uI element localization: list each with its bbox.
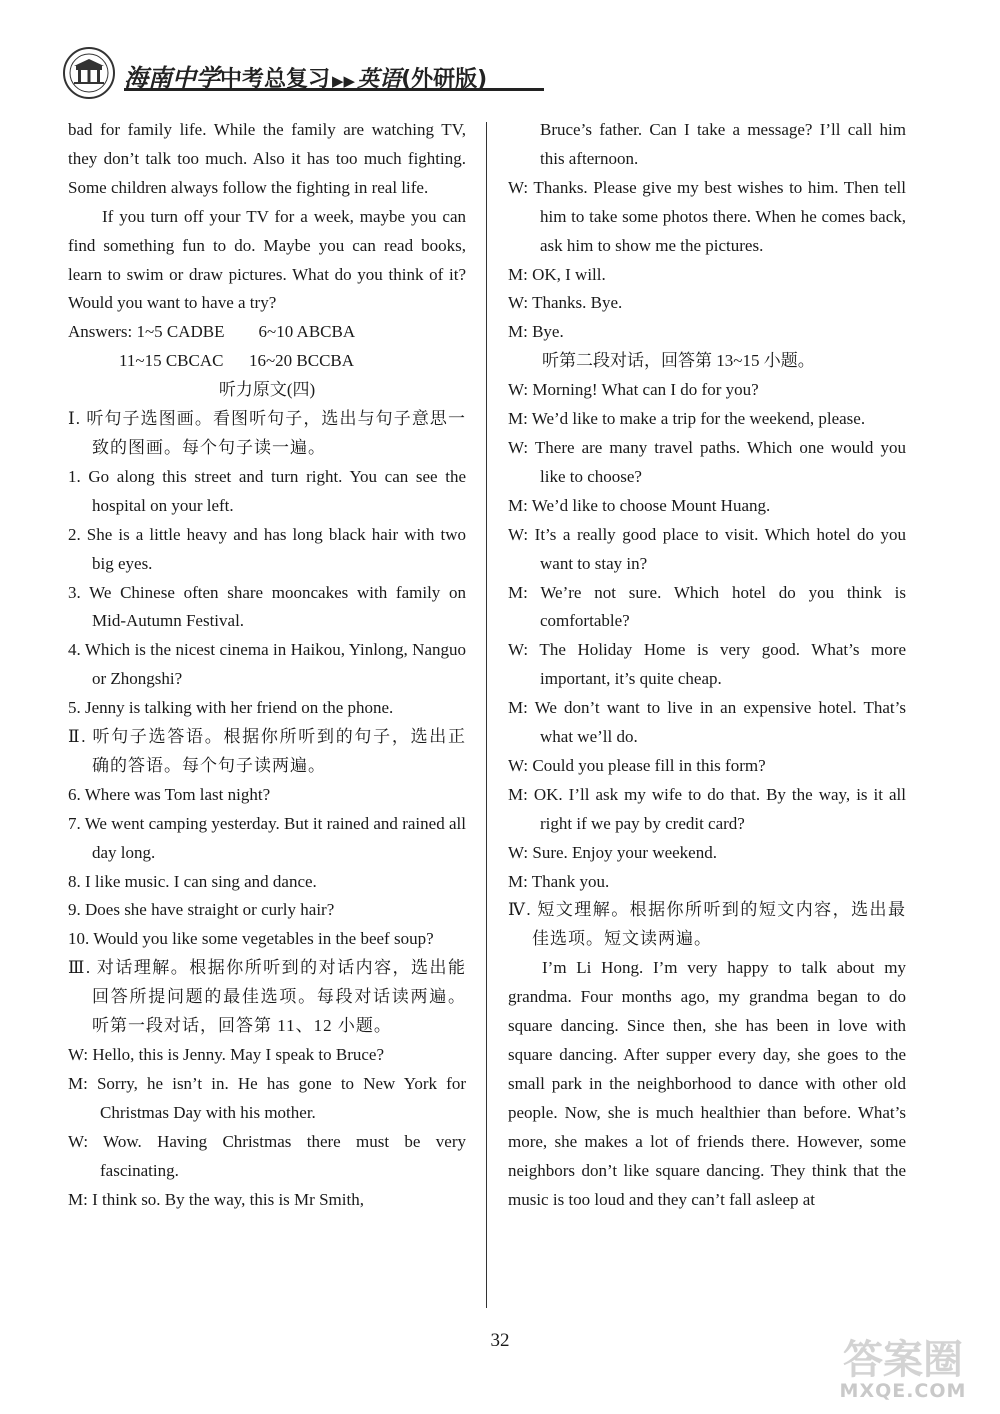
header-rule [124, 88, 544, 91]
dialog-line: W: Morning! What can I do for you? [508, 380, 759, 400]
dialog-line: M: Sorry, he isn’t in. He has gone to New York for Christmas Day with his mother. [68, 1073, 466, 1122]
section-heading: Ⅲ. 对话理解。根据你所听到的对话内容，选出能回答所提问题的最佳选项。每段对话读两遍。听第一段对话，回答第 11、12 小题。 [68, 958, 466, 1036]
dialog-line: M: Bye. [508, 322, 564, 342]
dialog-line: M: We’d like to make a trip for the weekend, please. [508, 409, 866, 429]
school-name: 海南中学 [124, 63, 220, 92]
paragraph: 6. Where was Tom last night? [68, 784, 271, 804]
arrow-icon: ▶▶ [332, 72, 356, 90]
page-number: 32 [490, 1330, 510, 1351]
paragraph: 4. Which is the nicest cinema in Haikou, Yinlong, Nanguo or Zhongshi? [68, 640, 466, 689]
paragraph: 10. Would you like some vegetables in the beef soup? [68, 929, 434, 949]
dialog-line: M: I think so. By the way, this is Mr Smith, [68, 1189, 364, 1209]
dialog-line: M: Thank you. [508, 871, 610, 891]
paragraph: Answers: 1~5 CADBE 6~10 ABCBA [68, 322, 356, 342]
watermark-logo [808, 1326, 998, 1408]
dialog-line: M: We’re not sure. Which hotel do you think is comfortable? [508, 582, 906, 631]
paragraph: 8. I like music. I can sing and dance. [68, 871, 317, 891]
paragraph: 1. Go along this street and turn right. You can see the hospital on your left. [68, 466, 466, 515]
column-divider [486, 122, 487, 1308]
dialog-line: W: The Holiday Home is very good. What’s more important, it’s quite cheap. [508, 640, 906, 689]
paragraph: 11~15 CBCAC 16~20 BCCBA [68, 351, 355, 371]
dialog-line: W: Thanks. Please give my best wishes to him. Then tell him to take some photos there. When he comes back, ask him to show me the pictures. [508, 177, 906, 255]
paragraph: 7. We went camping yesterday. But it rained and rained all day long. [68, 813, 466, 862]
dialog-line: W: It’s a really good place to visit. Which hotel do you want to stay in? [508, 524, 906, 573]
dialog-line: W: Wow. Having Christmas there must be very fascinating. [68, 1131, 466, 1180]
paragraph: 听力原文(四) [218, 380, 316, 400]
paragraph: 9. Does she have straight or curly hair? [68, 900, 335, 920]
dialog-line: M: OK, I will. [508, 264, 606, 284]
paragraph: 2. She is a little heavy and has long black hair with two big eyes. [68, 524, 466, 573]
subject-name: 英语 [357, 66, 402, 92]
watermark-glyphs: 答案圈 [843, 1337, 963, 1383]
watermark-url: MXQE.COM [839, 1380, 967, 1402]
dialog-line: Bruce’s father. Can I take a message? I’ll call him this afternoon. [540, 120, 906, 168]
section-heading: Ⅱ. 听句子选答语。根据你所听到的句子，选出正确的答语。每个句子读两遍。 [68, 727, 466, 775]
dialog-line: M: We don’t want to live in an expensive hotel. That’s what we’ll do. [508, 698, 906, 747]
dialog-line: W: Thanks. Bye. [508, 293, 623, 313]
paragraph: 5. Jenny is talking with her friend on the phone. [68, 698, 394, 718]
paragraph: 听第二段对话，回答第 13~15 小题。 [542, 351, 815, 371]
dialog-line: W: Sure. Enjoy your weekend. [508, 842, 717, 862]
series-name: 中考总复习 [220, 67, 331, 92]
right-column [508, 116, 906, 1214]
paragraph: bad for family life. While the family are watching TV, they don’t talk too much. Also it has too much fighting. Some children always follow the fighting in real life. [68, 120, 466, 197]
school-emblem-icon [62, 46, 116, 100]
dialog-line: W: Hello, this is Jenny. May I speak to Bruce? [68, 1045, 385, 1064]
running-header [62, 46, 488, 102]
section-heading: Ⅳ. 短文理解。根据你所听到的短文内容，选出最佳选项。短文读两遍。 [508, 900, 906, 949]
dialog-line: W: Could you please fill in this form? [508, 755, 766, 775]
edition-label: (外研版) [401, 67, 488, 92]
paragraph: If you turn off your TV for a week, maybe you can find something fun to do. Maybe you can read books, learn to swim or draw pictures. What do you think of it? Would you want to have a try? [68, 206, 466, 313]
section-heading: Ⅰ. 听句子选图画。看图听句子，选出与句子意思一致的图画。每个句子读一遍。 [68, 409, 466, 457]
dialog-line: W: There are many travel paths. Which one would you like to choose? [508, 437, 906, 486]
paragraph: 3. We Chinese often share mooncakes with family on Mid-Autumn Festival. [68, 582, 466, 631]
dialog-line: M: OK. I’ll ask my wife to do that. By the way, is it all right if we pay by credit card? [508, 784, 906, 833]
dialog-line: M: We’d like to choose Mount Huang. [508, 495, 771, 515]
paragraph: I’m Li Hong. I’m very happy to talk about my grandma. Four months ago, my grandma began to do square dancing. Since then, she has been in love with square dancing. After supper every day, she goes to the small park in the neighborhood to dance with other old people. Now, she is much healthier than before. What’s more, she makes a lot of friends there. However, some neighbors don’t like square dancing. They think that the music is too loud and they can’t fall asleep at [508, 958, 906, 1209]
left-column [68, 116, 466, 1214]
